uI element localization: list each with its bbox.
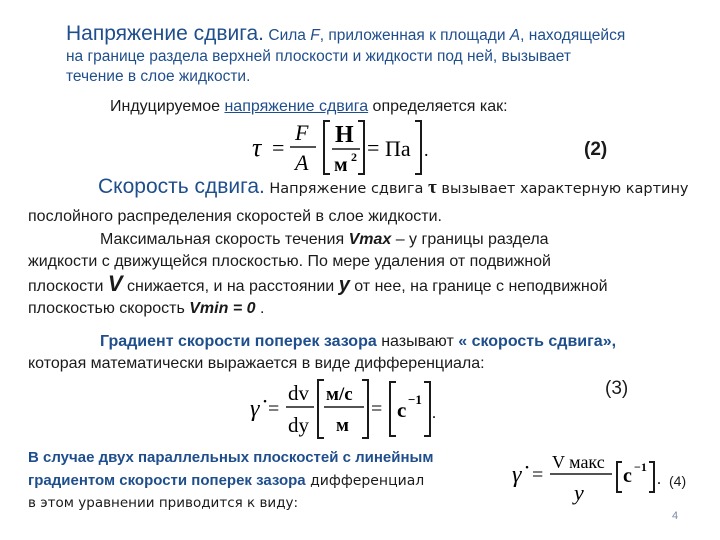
eq-pascal: Па: [385, 136, 411, 161]
eq-gamma: γ̇: [250, 396, 260, 422]
page-number: 4: [672, 510, 679, 522]
heading-shear-stress: Напряжение сдвига.: [66, 22, 264, 45]
eq-c: c: [623, 465, 632, 487]
eq-unit-exp: 2: [351, 150, 357, 164]
eq-den-dy: dy: [288, 413, 309, 437]
eq-gamma: γ̇: [512, 462, 522, 488]
eq-equals: =: [272, 135, 285, 160]
eq-num-dv: dv: [288, 381, 309, 405]
shear-stress-link: напряжение сдвига: [224, 98, 369, 115]
eq-c: c: [397, 398, 407, 422]
eq-equals: =: [532, 464, 544, 486]
equation-linear-shear-rate: [508, 444, 668, 508]
equation-shear-stress: [250, 118, 450, 180]
eq-den-A: A: [295, 150, 309, 175]
eq-dot: .: [424, 140, 429, 160]
eq-equals-2: =: [367, 135, 380, 160]
eq-exp: −1: [408, 392, 422, 407]
text-line: на границе раздела верхней плоскости и жидкости под ней, вызывает: [66, 48, 571, 65]
equation-number-2: (2): [584, 139, 608, 160]
text-line: Напряжение сдвига τ вызывает характерную картину: [269, 177, 689, 198]
eq-dot: .: [432, 405, 436, 422]
heading-shear-rate: Скорость сдвига.: [98, 175, 265, 198]
eq-dot: .: [657, 471, 661, 488]
eq-den-y: y: [574, 480, 584, 505]
paragraph-velocity: Максимальная скорость течения Vmax – у границы раздела жидкости с движущейся плоскостью. По мере удаления от подвижной плоскости V снижается, и на расстоянии y от нее, на границе с неподвижной плоскостью скорость Vmin = 0 .: [28, 231, 608, 317]
eq-unit-num: Н: [335, 122, 354, 148]
text-line: послойного распределения скоростей в слое жидкости.: [28, 208, 442, 225]
equation-shear-rate: [248, 376, 448, 444]
eq-num-vmax: V макс: [552, 452, 605, 472]
eq-unit-num: м/с: [326, 384, 353, 405]
paragraph-shear-stress: [66, 22, 706, 87]
paragraph-gradient: Градиент скорости поперек зазора называют « скорость сдвига», которая математически выражается в виде дифференциала:: [28, 333, 617, 372]
eq-exp: −1: [634, 460, 647, 474]
eq-num-F: F: [295, 120, 309, 145]
equation-number-4: (4): [669, 473, 687, 489]
eq-unit-den: м: [336, 415, 349, 436]
paragraph-linear-case: В случае двух параллельных плоскостей с линейным градиентом скорости поперек зазора дифференциал в этом уравнении приводится к виду:: [28, 449, 434, 511]
paragraph-shear-rate: [98, 175, 689, 199]
eq-unit-den: м: [334, 154, 348, 176]
eq-tau: τ: [252, 133, 262, 162]
eq-equals: =: [268, 398, 280, 420]
definition-intro: Индуцируемое напряжение сдвига определяется как:: [110, 98, 508, 115]
text-line: Сила F, приложенная к площади A, находящейся: [268, 27, 626, 44]
eq-equals-2: =: [371, 398, 383, 420]
text-line: течение в слое жидкости.: [66, 68, 251, 85]
equation-number-3: (3): [605, 378, 629, 399]
